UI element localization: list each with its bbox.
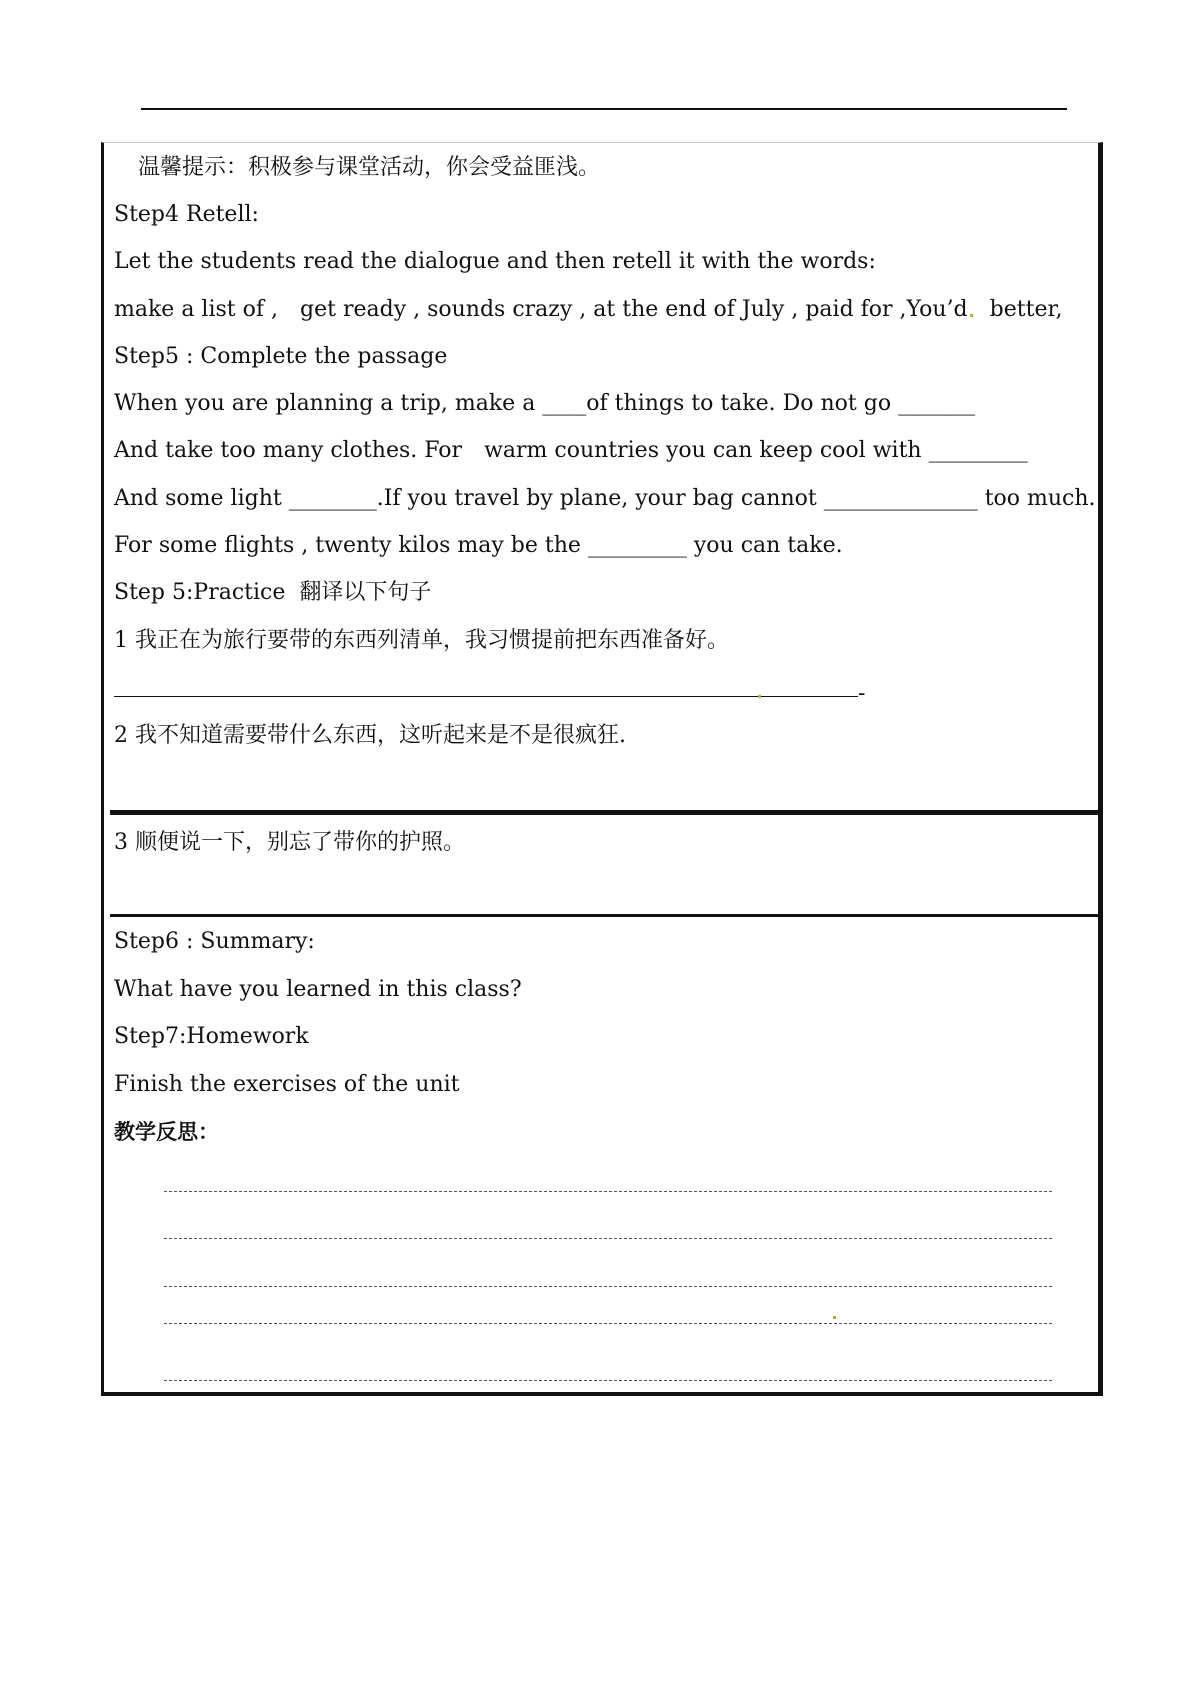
reflection-line-2[interactable] (164, 1238, 1052, 1239)
passage-line-2a: And take too many clothes. For (114, 438, 463, 463)
header-rule (141, 108, 1067, 110)
passage-line-4: For some flights , twenty kilos may be the _________ you can take. (114, 533, 843, 558)
passage-line-2b: warm countries you can keep cool with _________ (484, 438, 1028, 463)
step4-title: Step4 Retell: (114, 202, 259, 227)
reflection-title: 教学反思： (114, 1120, 219, 1144)
section-divider-2 (110, 914, 1098, 917)
step4-words-a: make a list of , (114, 297, 279, 322)
practice-title-en: Step 5:Practice (114, 580, 286, 605)
step4-words-c: better, (989, 297, 1063, 322)
step6-title: Step6 : Summary: (114, 929, 315, 954)
step4-words-b: get ready , sounds crazy , at the end of July , paid for ,You’d (300, 297, 968, 322)
question-3: 3 顺便说一下，别忘了带你的护照。 (114, 830, 465, 855)
answer-line-1[interactable] (114, 696, 858, 697)
step4-words (114, 296, 1063, 324)
reflection-line-3[interactable] (164, 1286, 1052, 1287)
step6-question: What have you learned in this class? (114, 977, 522, 1002)
passage-line-1: When you are planning a trip, make a ____of things to take. Do not go _______ (114, 391, 976, 416)
answer-line-1-end: - (858, 681, 866, 706)
question-1: 1 我正在为旅行要带的东西列清单，我习惯提前把东西准备好。 (114, 628, 729, 653)
passage-line-3: And some light ________.If you travel by plane, your bag cannot ______________ too much. (114, 486, 1096, 511)
reflection-line-4[interactable] (164, 1323, 1052, 1324)
step5-title: Step5 : Complete the passage (114, 344, 448, 369)
lesson-box (101, 142, 1103, 1396)
section-divider-1 (110, 810, 1098, 815)
step7-title: Step7:Homework (114, 1024, 309, 1049)
question-2: 2 我不知道需要带什么东西，这听起来是不是很疯狂. (114, 723, 626, 748)
scan-speck (833, 1316, 836, 1319)
tip-text: 温馨提示：积极参与课堂活动，你会受益匪浅。 (138, 155, 601, 180)
practice-title (114, 579, 431, 607)
step4-instruction: Let the students read the dialogue and then retell it with the words: (114, 249, 876, 274)
scan-speck (970, 314, 973, 317)
practice-title-cn: 翻译以下句子 (299, 580, 432, 605)
step7-task: Finish the exercises of the unit (114, 1072, 460, 1097)
scan-speck (758, 695, 761, 698)
passage-line-2 (114, 437, 1028, 465)
reflection-line-1[interactable] (164, 1191, 1052, 1192)
reflection-line-5[interactable] (164, 1380, 1052, 1381)
